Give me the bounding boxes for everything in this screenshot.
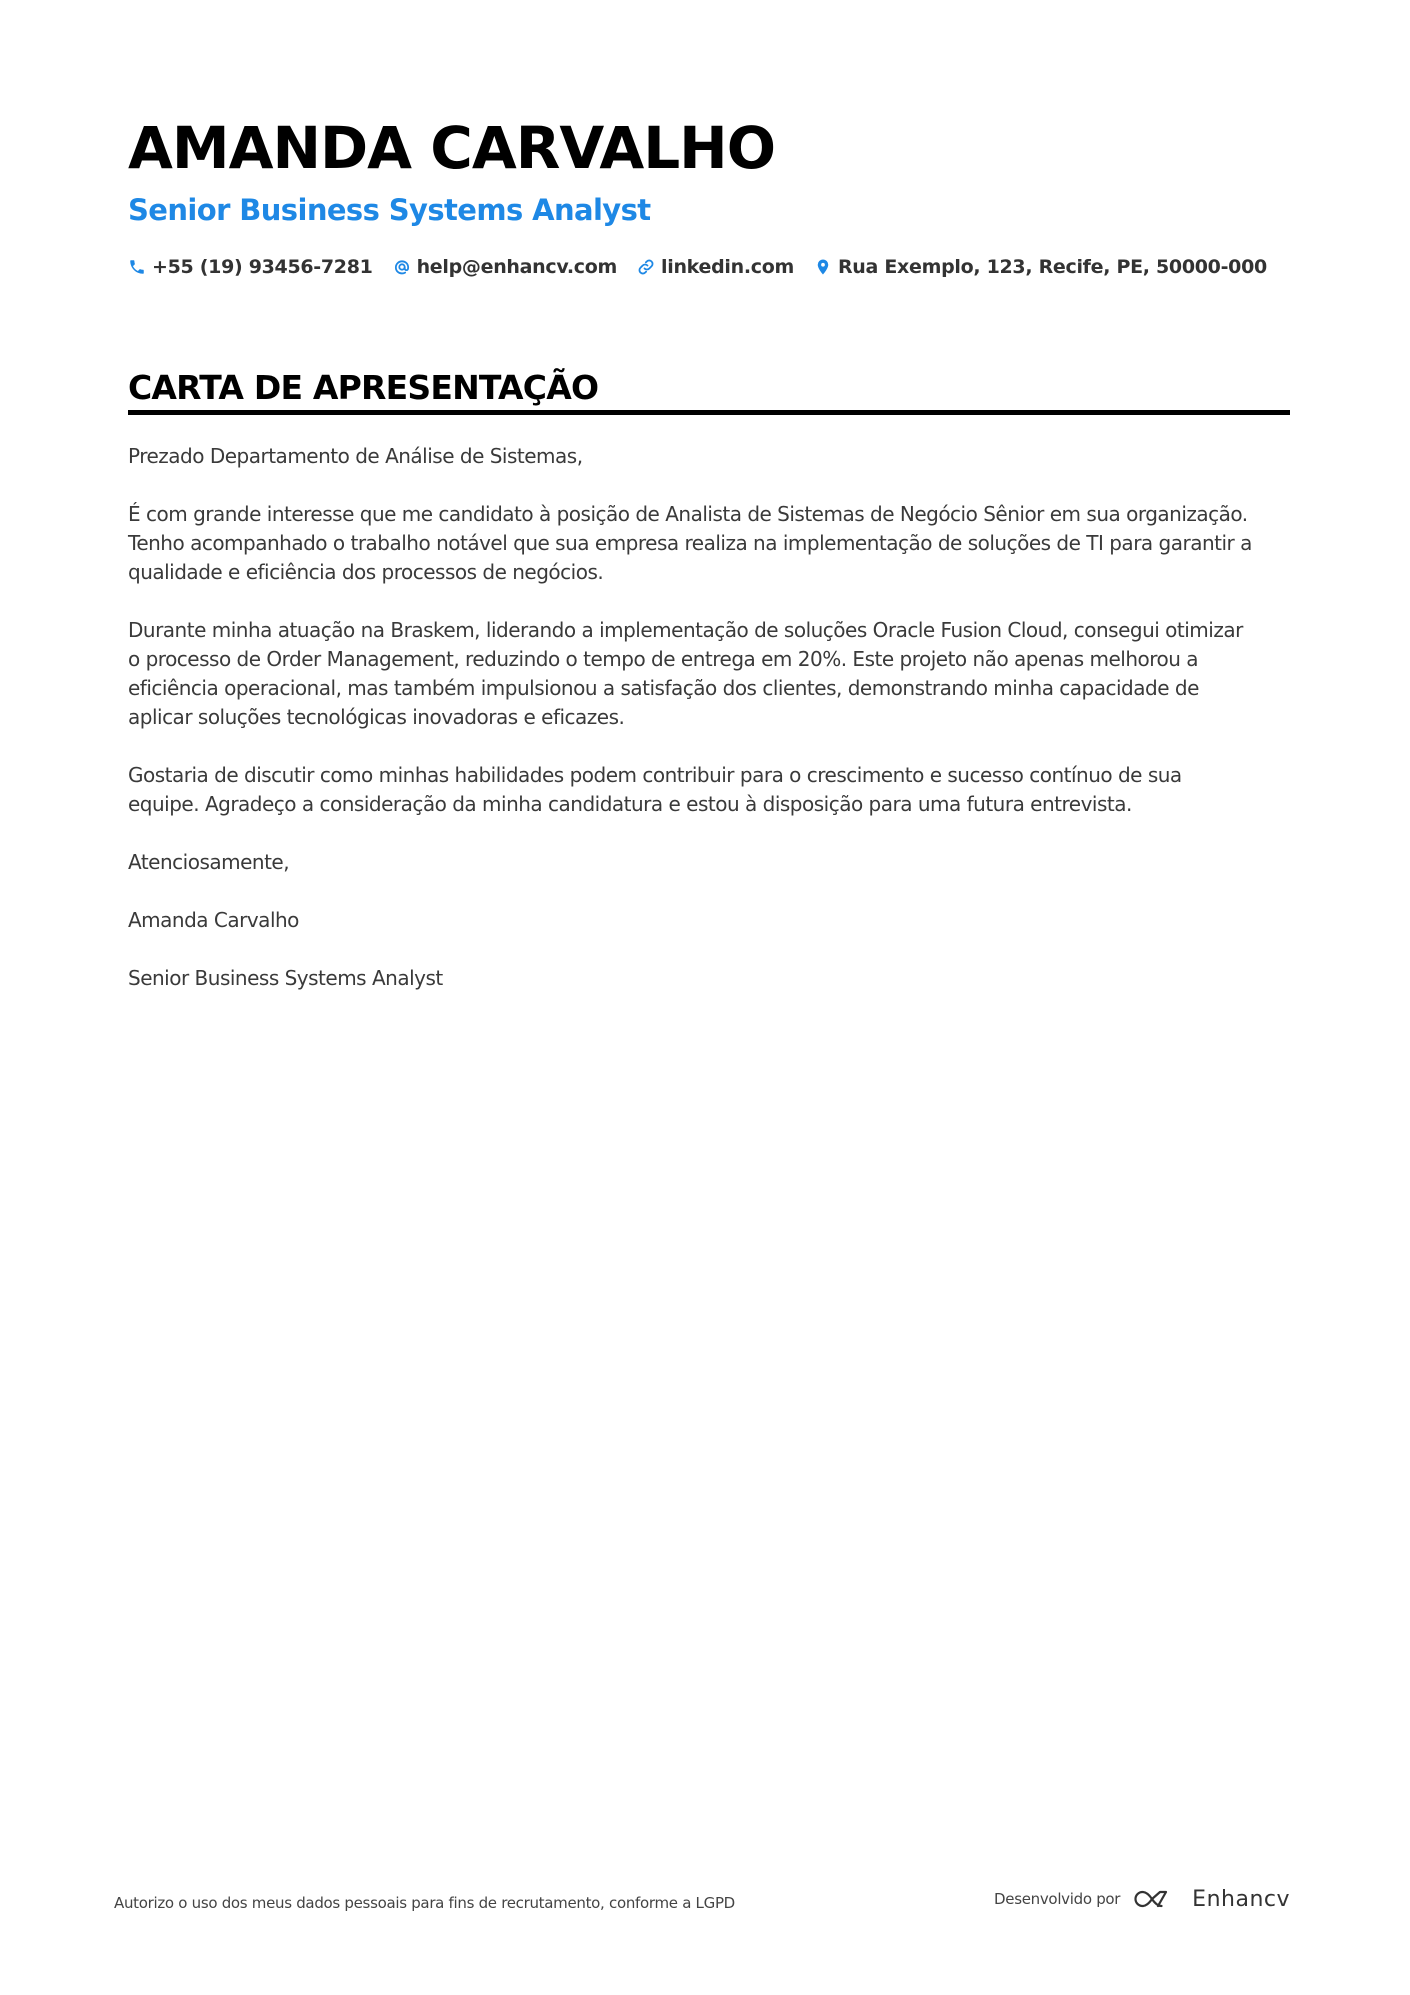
- letter-signature-name: Amanda Carvalho: [128, 908, 299, 932]
- contact-linkedin-text: linkedin.com: [661, 256, 794, 278]
- letter-paragraph: É com grande interesse que me candidato à posição de Analista de Sistemas de Negócio Sênior em sua organização. Tenho acompanhado o trabalho notável que sua empresa realiza na implementação de soluções de TI para garantir a qualidade e eficiência dos processos de negócios.: [128, 502, 1252, 584]
- contact-phone-text: +55 (19) 93456-7281: [152, 256, 373, 278]
- contact-phone[interactable]: [128, 256, 373, 278]
- powered-by[interactable]: [994, 1886, 1290, 1912]
- letter-paragraph: Gostaria de discutir como minhas habilidades podem contribuir para o crescimento e sucesso contínuo de sua equipe. Agradeço a consideração da minha candidatura e estou à disposição para uma futura entrevista.: [128, 763, 1182, 816]
- brand-name: Enhancv: [1192, 1886, 1290, 1912]
- contact-linkedin[interactable]: [637, 256, 794, 278]
- letter-body: [128, 442, 1298, 1022]
- location-pin-icon: [814, 258, 832, 276]
- letter-salutation: Prezado Departamento de Análise de Sistemas,: [128, 444, 583, 468]
- consent-note: Autorizo o uso dos meus dados pessoais para fins de recrutamento, conforme a LGPD: [114, 1894, 735, 1912]
- letter-signature-title: Senior Business Systems Analyst: [128, 966, 443, 990]
- letter-paragraph: Durante minha atuação na Braskem, liderando a implementação de soluções Oracle Fusion Cloud, consegui otimizar o processo de Order Management, reduzindo o tempo de entrega em 20%. Este projeto não apenas melhorou a eficiência operacional, mas também impulsionou a satisfação dos clientes, demonstrando minha capacidade de aplicar soluções tecnológicas inovadoras e eficazes.: [128, 618, 1243, 729]
- contact-address-text: Rua Exemplo, 123, Recife, PE, 50000-000: [837, 256, 1267, 278]
- enhancv-logo-icon: [1132, 1886, 1180, 1912]
- contact-address: [814, 256, 1267, 278]
- phone-icon: [128, 258, 146, 276]
- at-icon: [393, 258, 411, 276]
- section-title: CARTA DE APRESENTAÇÃO: [128, 368, 599, 407]
- contact-email[interactable]: [393, 256, 617, 278]
- letter-closing: Atenciosamente,: [128, 850, 290, 874]
- link-icon: [637, 258, 655, 276]
- candidate-headline: Senior Business Systems Analyst: [128, 193, 651, 227]
- contact-bar: [128, 254, 1287, 280]
- section-divider: [128, 410, 1290, 415]
- powered-by-label: Desenvolvido por: [994, 1890, 1121, 1908]
- candidate-name: AMANDA CARVALHO: [128, 114, 776, 182]
- contact-email-text: help@enhancv.com: [416, 256, 618, 278]
